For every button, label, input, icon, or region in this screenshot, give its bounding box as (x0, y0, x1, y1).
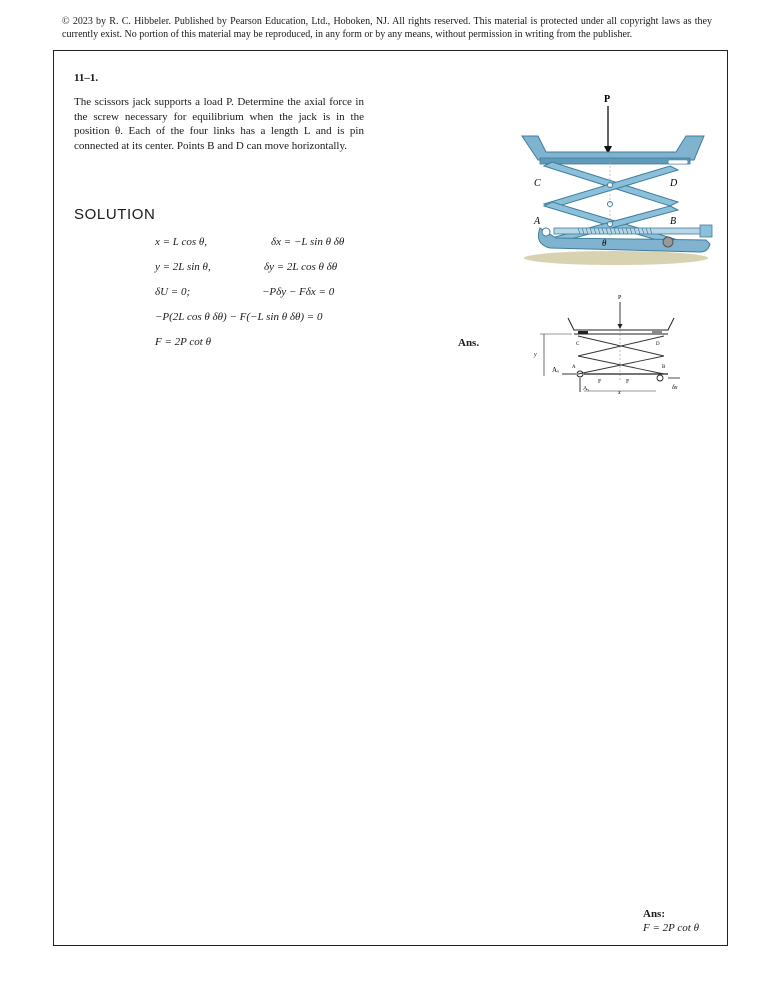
copyright-notice: © 2023 by R. C. Hibbeler. Published by Pearson Education, Ltd., Hoboken, NJ. All rights reserved. This material is protected under all copyright laws as they currently exist. No portion of this material may be reproduced, in any form or by any means, without permission in writing from the publisher. (62, 16, 712, 40)
load-label: P (604, 94, 611, 105)
problem-number: 11–1. (74, 72, 99, 84)
fbd-label-b: B (662, 365, 666, 370)
screw-rod (554, 228, 704, 234)
screw-handle (700, 225, 712, 237)
roller-b (663, 237, 673, 247)
fbd-dim-y-label: y (534, 352, 537, 358)
equation-3b: −Pδy − Fδx = 0 (262, 286, 335, 298)
top-platform-underside (540, 158, 690, 164)
label-d: D (670, 178, 678, 189)
equation-2a: y = 2L sin θ, (155, 261, 211, 273)
problem-statement: The scissors jack supports a load P. Determine the axial force in the screw necessary for equilibrium when the jack is in the position θ. Each of the four links has a length L and is pin connected at its center. Points B and D can move horizontally. (74, 96, 364, 152)
fbd-tray-block (578, 331, 588, 334)
pin-a (542, 228, 550, 236)
label-a: A (534, 216, 541, 227)
floor-shadow (524, 251, 708, 265)
equation-4: −P(2L cos θ δθ) − F(−L sin θ δθ) = 0 (155, 311, 323, 323)
fbd-f2-label: F (626, 379, 630, 385)
fbd-f1-label: F (598, 379, 602, 385)
final-answer-value: F = 2P cot θ (643, 922, 700, 934)
label-c: C (534, 178, 541, 189)
fbd-ax-label: Aₓ (552, 366, 560, 374)
top-platform (522, 136, 704, 160)
fbd-load-arrow-head (618, 324, 623, 329)
fbd-label-a: A (572, 365, 576, 370)
label-b: B (670, 216, 677, 227)
fbd-label-c: C (576, 342, 580, 347)
equation-1b: δx = −L sin θ δθ (271, 236, 345, 248)
scissors-jack-figure (518, 90, 718, 270)
equation-5: F = 2P cot θ (155, 336, 212, 348)
fbd-ay-label: Aᵧ (583, 386, 589, 392)
fbd-load-label: P (618, 295, 622, 301)
final-answer-box (643, 907, 699, 935)
label-theta: θ (602, 238, 607, 248)
free-body-sketch (528, 290, 703, 405)
solution-heading: SOLUTION (74, 206, 156, 223)
fbd-dim-x-label: x (618, 390, 621, 396)
final-answer-label: Ans: (643, 908, 666, 920)
answer-label: Ans. (458, 337, 480, 349)
fbd-label-d: D (656, 342, 660, 347)
fbd-tray-slot (652, 331, 662, 334)
equation-1a: x = L cos θ, (155, 236, 208, 248)
fbd-roller-b (657, 375, 663, 381)
fbd-dx-label: δx (672, 385, 678, 391)
equation-2b: δy = 2L cos θ δθ (264, 261, 338, 273)
equation-3a: δU = 0; (155, 286, 191, 298)
slot (668, 160, 688, 164)
